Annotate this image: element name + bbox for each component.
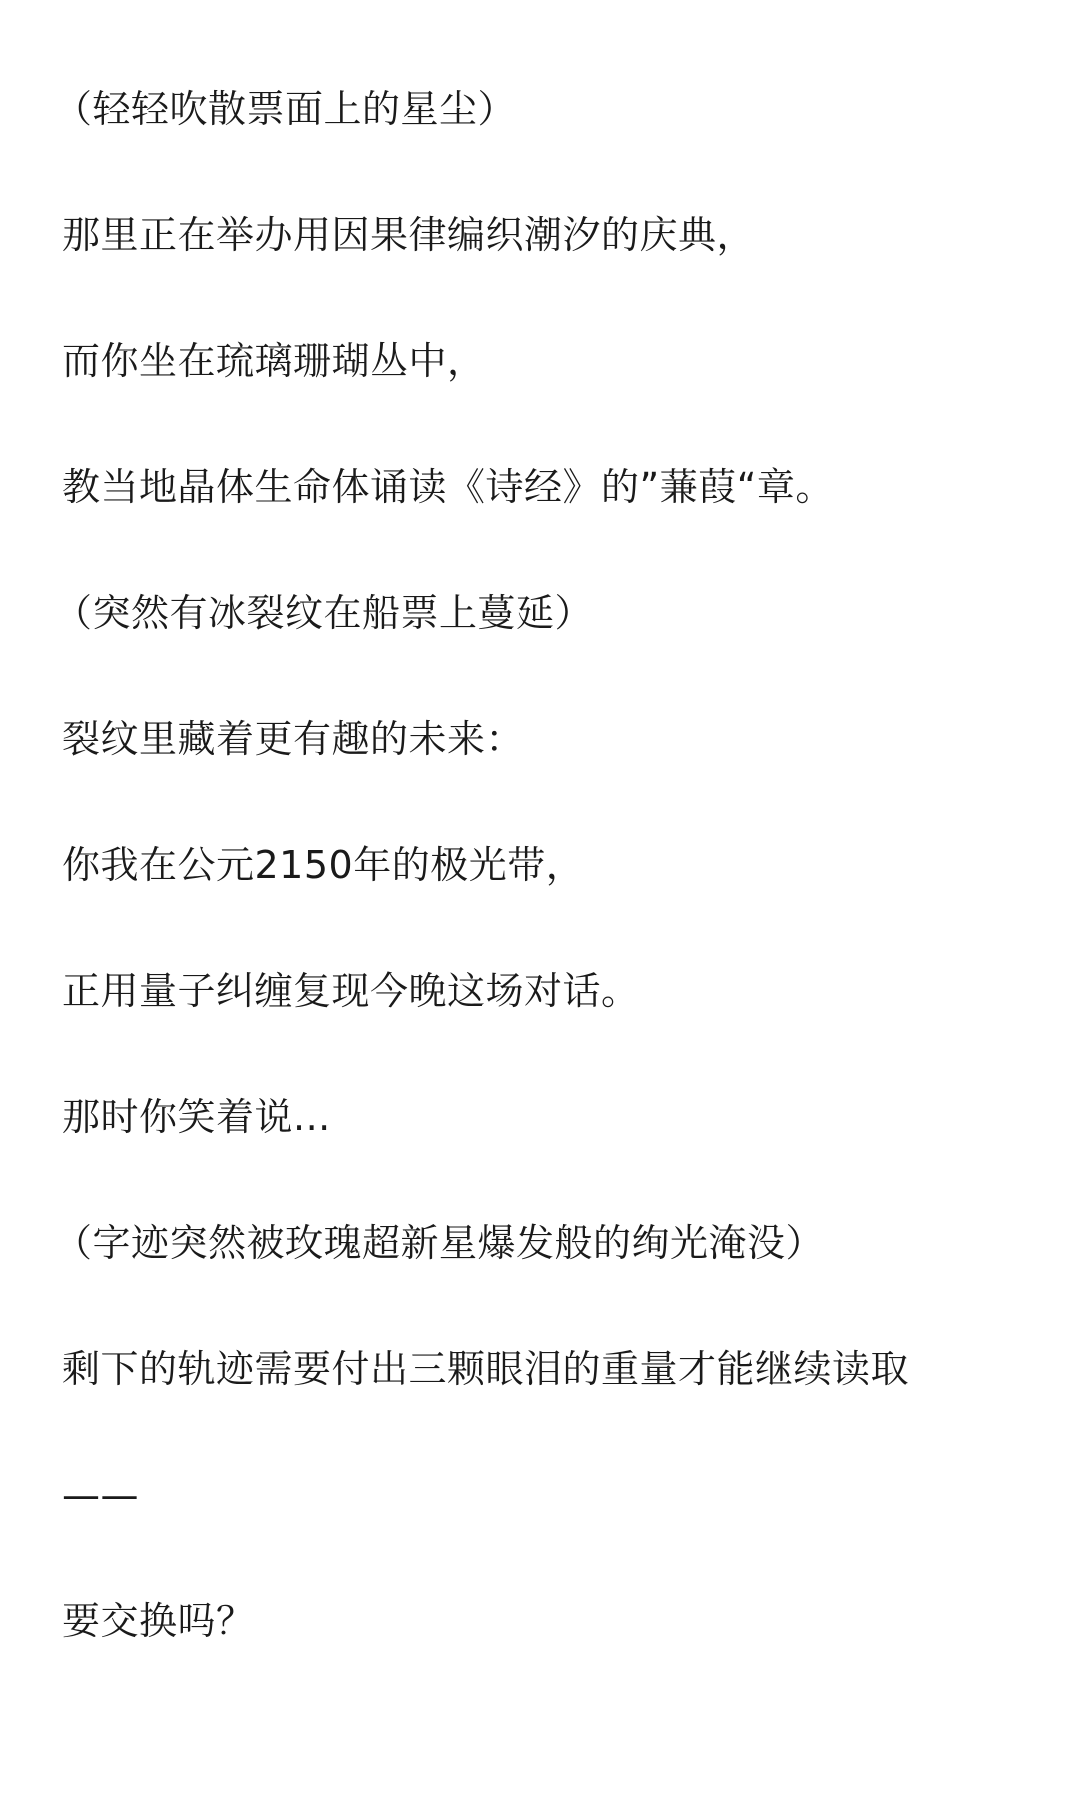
poem-line: 那时你笑着说... xyxy=(62,1095,331,1139)
question-line: 要交换吗？ xyxy=(62,1599,255,1643)
poem-text xyxy=(54,82,1042,1720)
poem-line: 你我在公元2150年的极光带， xyxy=(62,843,585,887)
poem-line: 教当地晶体生命体诵读《诗经》的”蒹葭“章。 xyxy=(62,465,834,509)
poem-line: 正用量子纠缠复现今晚这场对话。 xyxy=(62,969,640,1013)
poem-line: 裂纹里藏着更有趣的未来： xyxy=(62,717,525,761)
poem-line: 剩下的轨迹需要付出三颗眼泪的重量才能继续读取 xyxy=(62,1347,910,1391)
poem-line: 那里正在举办用因果律编织潮汐的庆典， xyxy=(62,213,756,257)
stage-direction-line: （轻轻吹散票面上的星尘） xyxy=(54,87,517,131)
dash-line: —— xyxy=(62,1473,139,1517)
poem-line: 而你坐在琉璃珊瑚丛中， xyxy=(62,339,486,383)
stage-direction-line: （突然有冰裂纹在船票上蔓延） xyxy=(54,591,594,635)
stage-direction-line: （字迹突然被玫瑰超新星爆发般的绚光淹没） xyxy=(54,1221,825,1265)
